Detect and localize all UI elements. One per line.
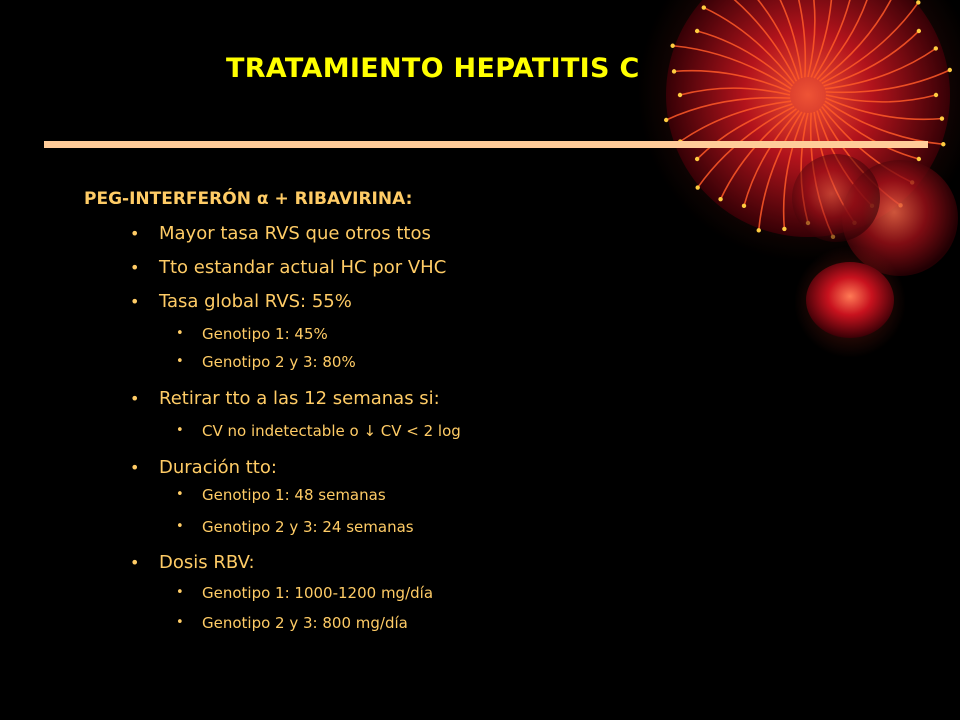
bullet-icon: • (130, 458, 140, 477)
bullet-icon: • (176, 487, 184, 502)
bullet-text: Mayor tasa RVS que otros ttos (159, 223, 431, 244)
bullet-text: Genotipo 2 y 3: 24 semanas (202, 518, 414, 536)
sub-bullet-item (176, 420, 461, 442)
sub-bullet-item (176, 484, 386, 506)
bullet-item (130, 221, 431, 247)
title-divider (44, 141, 928, 148)
bullet-icon: • (176, 354, 184, 369)
bullet-text: Tasa global RVS: 55% (159, 291, 352, 312)
bullet-icon: • (130, 553, 140, 572)
bullet-icon: • (176, 615, 184, 630)
sub-bullet-item (176, 351, 356, 373)
slide-title: TRATAMIENTO HEPATITIS C (226, 53, 640, 84)
section-heading: PEG-INTERFERÓN α + RIBAVIRINA: (84, 189, 413, 209)
bullet-text: CV no indetectable o ↓ CV < 2 log (202, 422, 461, 440)
bullet-icon: • (176, 519, 184, 534)
bullet-text: Retirar tto a las 12 semanas si: (159, 388, 440, 409)
bullet-icon: • (176, 585, 184, 600)
bullet-text: Genotipo 1: 45% (202, 325, 328, 343)
sub-bullet-item (176, 612, 408, 634)
bullet-text: Dosis RBV: (159, 552, 255, 573)
bullet-item (130, 386, 440, 412)
bullet-icon: • (130, 258, 140, 277)
bullet-icon: • (130, 224, 140, 243)
bullet-text: Genotipo 2 y 3: 80% (202, 353, 356, 371)
bullet-text: Genotipo 1: 1000-1200 mg/día (202, 584, 434, 602)
bullet-icon: • (176, 326, 184, 341)
bullet-text: Genotipo 2 y 3: 800 mg/día (202, 614, 408, 632)
bullet-text: Genotipo 1: 48 semanas (202, 486, 386, 504)
sub-bullet-item (176, 516, 414, 538)
sub-bullet-item (176, 323, 328, 345)
sub-bullet-item (176, 582, 434, 604)
bullet-item (130, 255, 447, 281)
bullet-item (130, 550, 255, 576)
bullet-icon: • (130, 292, 140, 311)
bullet-text: Tto estandar actual HC por VHC (159, 257, 447, 278)
bullet-icon: • (130, 389, 140, 408)
bullet-item (130, 289, 352, 315)
bullet-item (130, 455, 277, 481)
bullet-text: Duración tto: (159, 457, 277, 478)
bullet-icon: • (176, 423, 184, 438)
